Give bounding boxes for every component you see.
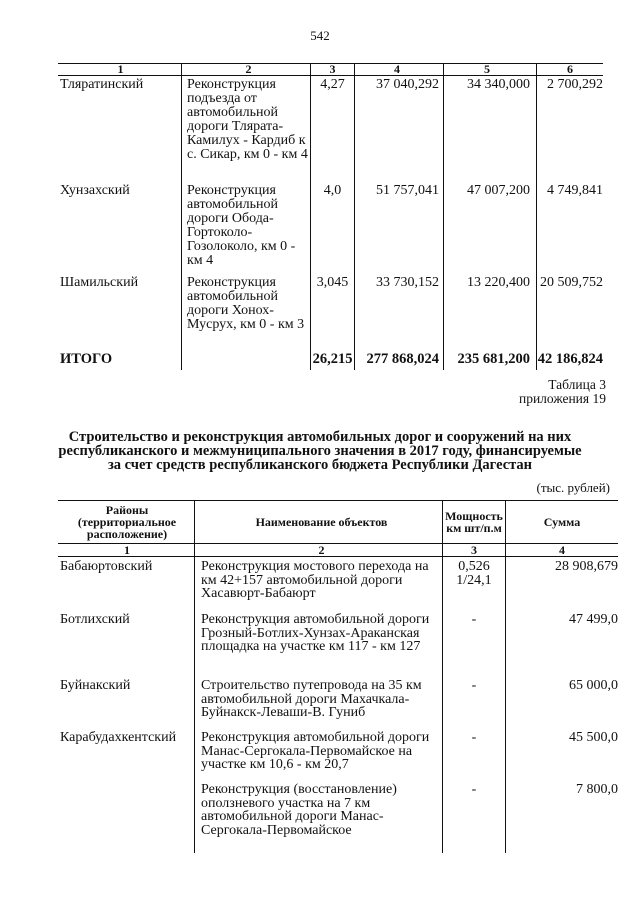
header-objects: Наименование объектов xyxy=(195,501,443,544)
district-cell: Тляратинский xyxy=(60,77,144,92)
district-cell: Шамильский xyxy=(60,275,139,290)
amount-cell: 47 499,0 xyxy=(506,613,619,679)
object-cell: Реконструкция мостового перехода на км 42+157 автомобильной дороги Хасавюрт-Бабаюрт xyxy=(195,557,443,614)
title-line: республиканского и межмуниципального значения в 2017 году, финансируемые xyxy=(58,443,582,459)
table-row xyxy=(58,679,618,731)
amount-cell: 28 908,679 xyxy=(506,557,619,614)
object-cell: Реконструкция автомобильной дороги Грозный-Ботлих-Хунзах-Араканская площадка на участке км 117 - км 127 xyxy=(195,613,443,679)
object-cell: Реконструкция автомобильной дороги Хонох-Мусрух, км 0 - км 3 xyxy=(182,276,311,352)
col-number: 6 xyxy=(537,64,604,76)
total-cell: 33 730,152 xyxy=(355,276,444,352)
caption-appendix: приложения 19 xyxy=(518,391,606,406)
total-row xyxy=(58,352,603,370)
col-number: 4 xyxy=(355,64,444,76)
capacity-cell: - xyxy=(443,731,506,783)
col-number: 1 xyxy=(58,64,182,76)
table-row xyxy=(58,76,603,185)
total-capacity: 26,215 xyxy=(311,352,355,370)
republic-cell: 20 509,752 xyxy=(537,276,604,352)
federal-cell: 34 340,000 xyxy=(444,76,537,185)
capacity-cell: 4,0 xyxy=(311,184,355,276)
object-cell: Строительство путепровода на 35 км автомобильной дороги Махачкала-Буйнакск-Леваши-В. Гуниб xyxy=(195,679,443,731)
amount-cell: 65 000,0 xyxy=(506,679,619,731)
section-title xyxy=(20,430,620,472)
col-number: 4 xyxy=(506,544,619,557)
capacity-cell: - xyxy=(443,679,506,731)
republic-cell: 2 700,292 xyxy=(537,76,604,185)
title-line: за счет средств республиканского бюджета Республики Дагестан xyxy=(107,457,533,473)
table-caption xyxy=(519,378,606,406)
republic-roads-table xyxy=(58,500,618,853)
district-cell: Хунзахский xyxy=(60,183,130,198)
total-label: ИТОГО xyxy=(60,351,113,367)
column-numbers-row xyxy=(58,544,618,557)
district-cell: Буйнакский xyxy=(60,678,131,693)
total-sum: 277 868,024 xyxy=(355,352,444,370)
header-capacity: Мощность км шт/п.м xyxy=(443,501,506,544)
total-cell: 51 757,041 xyxy=(355,184,444,276)
district-cell: Ботлихский xyxy=(60,612,130,627)
capacity-cell: 0,526 1/24,1 xyxy=(443,557,506,614)
caption-table-number: Таблица 3 xyxy=(548,377,606,392)
federal-cell: 47 007,200 xyxy=(444,184,537,276)
table-header-row xyxy=(58,64,603,76)
capacity-cell: - xyxy=(443,613,506,679)
object-cell: Реконструкция (восстановление) оползневого участка на 7 км автомобильной дороги Манас-Сергокала-Первомайское xyxy=(195,783,443,853)
object-cell: Реконструкция подъезда от автомобильной дороги Тлярата-Камилух - Кардиб к с. Сикар, км 0 - км 4 xyxy=(182,76,311,185)
amount-cell: 45 500,0 xyxy=(506,731,619,783)
unit-label: (тыс. рублей) xyxy=(536,480,610,495)
table-row xyxy=(58,783,618,853)
district-cell: Карабудахкентский xyxy=(60,730,177,745)
empty-cell xyxy=(182,352,311,370)
republic-cell: 4 749,841 xyxy=(537,184,604,276)
header-sum: Сумма xyxy=(506,501,619,544)
col-number: 3 xyxy=(443,544,506,557)
table-row xyxy=(58,184,603,276)
capacity-cell: - xyxy=(443,783,506,853)
federal-cell: 13 220,400 xyxy=(444,276,537,352)
district-cell: Бабаюртовский xyxy=(60,559,153,574)
table-row xyxy=(58,557,618,614)
total-republic: 42 186,824 xyxy=(537,352,604,370)
page-number: 542 xyxy=(310,28,330,43)
amount-cell: 7 800,0 xyxy=(506,783,619,853)
total-cell: 37 040,292 xyxy=(355,76,444,185)
roads-table-continued xyxy=(58,63,603,370)
capacity-cell: 4,27 xyxy=(311,76,355,185)
title-line: Строительство и реконструкция автомобильных дорог и сооружений на них xyxy=(68,429,572,445)
table-row xyxy=(58,731,618,783)
district-cell xyxy=(58,783,195,853)
col-number: 3 xyxy=(311,64,355,76)
total-federal: 235 681,200 xyxy=(444,352,537,370)
col-number: 5 xyxy=(444,64,537,76)
table-header-row xyxy=(58,501,618,544)
header-districts: Районы (территориальное расположение) xyxy=(58,501,195,544)
table-row xyxy=(58,276,603,352)
object-cell: Реконструкция автомобильной дороги Манас-Сергокала-Первомайское на участке км 10,6 - км 20,7 xyxy=(195,731,443,783)
capacity-cell: 3,045 xyxy=(311,276,355,352)
table-row xyxy=(58,613,618,679)
col-number: 2 xyxy=(182,64,311,76)
object-cell: Реконструкция автомобильной дороги Обода-Гортоколо-Гозолоколо, км 0 - км 4 xyxy=(182,184,311,276)
col-number: 1 xyxy=(58,544,195,557)
col-number: 2 xyxy=(195,544,443,557)
